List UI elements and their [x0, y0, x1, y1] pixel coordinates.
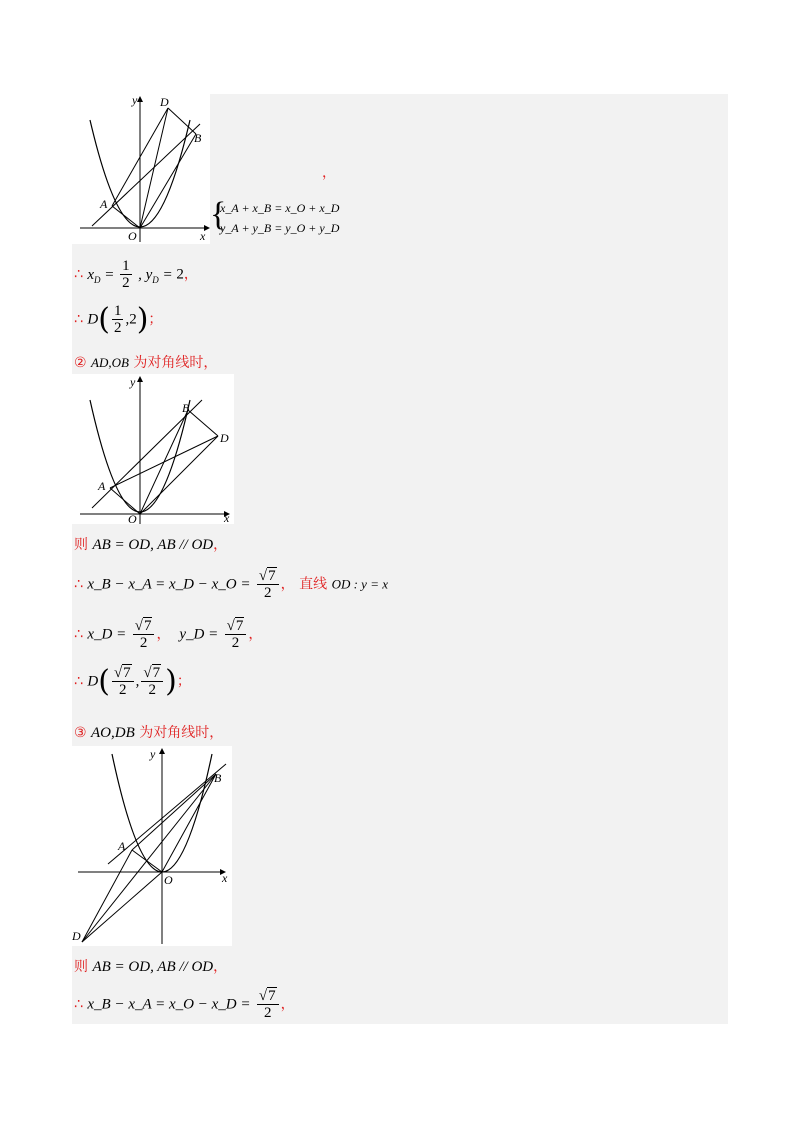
xd-eq: x_D =: [87, 626, 127, 643]
origin-label: O: [164, 873, 173, 887]
yd-eq: y_D =: [179, 626, 219, 643]
relation: AB = OD, AB // OD: [92, 959, 214, 975]
then-word: 则: [74, 537, 88, 553]
sqrt-radicand: 7: [123, 665, 131, 681]
semicolon: ；: [148, 311, 163, 328]
case-2-diff-line: ∴ x_B − x_A = x_D − x_O = $\frac{√7}{2}$ ， 直线 OD : y = x: [74, 568, 388, 601]
diff-expression: x_B − x_A = x_O − x_D =: [87, 996, 251, 1013]
therefore-symbol: ∴: [74, 311, 83, 328]
point-a-label: A: [100, 197, 108, 211]
therefore-symbol: ∴: [74, 576, 83, 593]
point-y: 2: [129, 311, 137, 328]
y-axis-label: y: [130, 375, 136, 389]
equation-system-text: [220, 201, 339, 236]
therefore-symbol: ∴: [74, 996, 83, 1013]
system-row-1: x_A + x_B = x_O + x_D: [220, 201, 340, 215]
case-3-heading: [74, 722, 223, 742]
yd-value: 2: [176, 266, 184, 283]
comma: ，: [213, 537, 228, 553]
frac-den: 2: [264, 585, 272, 601]
x-axis-label: x: [224, 511, 230, 524]
y-axis-label: y: [150, 747, 156, 761]
diff-expression: x_B − x_A = x_D − x_O =: [87, 576, 251, 593]
then-word: 则: [74, 959, 88, 975]
therefore-symbol: ∴: [74, 673, 83, 690]
case-marker: ③: [74, 725, 87, 741]
frac-den: 2: [148, 682, 157, 698]
figure-2-parallelogram: [72, 374, 234, 524]
figure-3-parallelogram: [72, 746, 232, 946]
point-a-label: A: [118, 839, 126, 853]
case-3-relation: [74, 956, 227, 976]
case-3-diff-line: ∴ x_B − x_A = x_O − x_D = $\frac{√7}{2}$ ，: [74, 988, 295, 1021]
point-d-label: D: [220, 431, 229, 445]
diagonals: AD,OB: [91, 355, 129, 370]
sqrt-radicand: 7: [152, 665, 161, 681]
semicolon: ；: [176, 673, 191, 690]
diagonals: AO,DB: [91, 725, 135, 741]
x-axis-label: x: [222, 871, 228, 885]
case-text: 为对角线时，: [139, 725, 224, 741]
sqrt-radicand: 7: [268, 988, 276, 1004]
point-b-label: B: [214, 771, 222, 785]
point-b-label: B: [194, 131, 202, 145]
therefore-symbol: ∴: [74, 266, 83, 283]
point-d-line: ∴ D( $\frac{1}{2}$ ,2)；: [74, 302, 163, 337]
y-axis-label: y: [132, 94, 138, 107]
origin-label: O: [128, 229, 137, 243]
case-2-relation: [74, 534, 227, 554]
frac-num: 1: [113, 303, 122, 319]
x-axis-label: x: [200, 229, 206, 243]
sqrt-radicand: 7: [235, 618, 244, 634]
point-a-label: A: [98, 479, 106, 493]
sqrt-radicand: 7: [268, 568, 276, 584]
comma: ，: [322, 165, 336, 181]
origin-label: O: [128, 512, 137, 524]
point-d-label: D: [160, 95, 169, 109]
sqrt-radicand: 7: [143, 618, 152, 634]
case-2-heading: [74, 352, 217, 372]
point-b-label: B: [182, 401, 190, 415]
case-text: 为对角线时，: [133, 355, 218, 371]
case-2-point-d: ∴ D( $\frac{√7}{2}$ , $\frac{√7}{2}$ )；: [74, 664, 191, 699]
case-marker: ②: [74, 355, 87, 371]
figure-1-parallelogram: [72, 94, 210, 244]
xd-yd-line: ∴ $x_D$ = $\frac{1}{2}$ , $y_D = 2$，: [74, 258, 198, 291]
frac-den: 2: [113, 320, 122, 336]
system-row-2: y_A + y_B = y_O + y_D: [220, 221, 340, 235]
frac-den: 2: [231, 635, 240, 651]
comma: ，: [213, 959, 228, 975]
point-d-label: D: [72, 929, 81, 943]
frac-den: 2: [264, 1005, 272, 1021]
relation: AB = OD, AB // OD: [92, 537, 214, 553]
therefore-symbol: ∴: [74, 626, 83, 643]
frac-den: 2: [122, 275, 130, 291]
case-2-coords: ∴ x_D = $\frac{√7}{2}$ ， y_D = $\frac{√7}{2}$ ，: [74, 618, 263, 651]
frac-num: 1: [122, 258, 130, 274]
frac-den: 2: [119, 682, 127, 698]
line-equation: OD : y = x: [331, 576, 388, 592]
line-label: 直线: [299, 576, 328, 593]
frac-den: 2: [139, 635, 148, 651]
